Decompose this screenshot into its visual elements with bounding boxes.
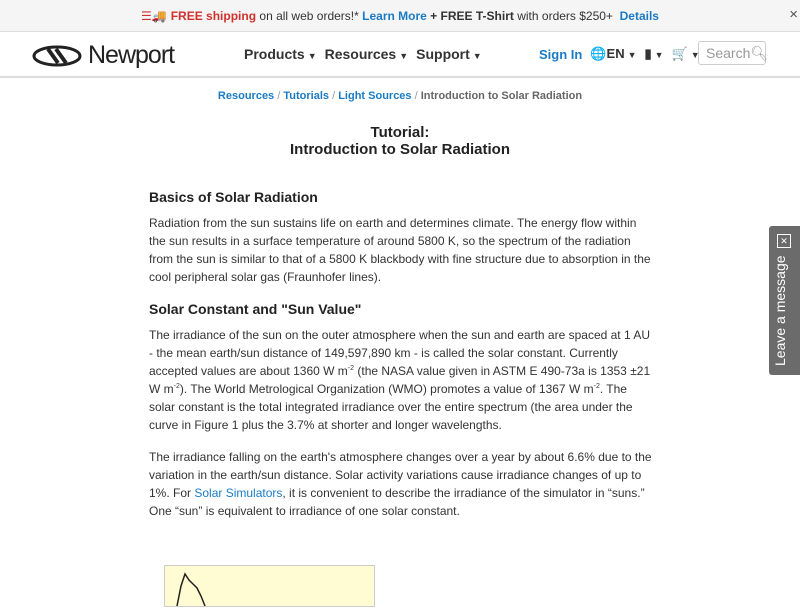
figure-solar-spectrum [164, 565, 375, 607]
leave-message-label: Leave a message [772, 255, 788, 366]
solar-simulators-link[interactable]: Solar Simulators [194, 486, 283, 500]
breadcrumb-light-sources[interactable]: Light Sources [338, 90, 412, 102]
newport-logo[interactable] [32, 41, 174, 70]
promo-text-2: with orders $250+ [517, 8, 613, 23]
details-link[interactable]: Details [619, 8, 659, 23]
globe-icon: 🌐 [590, 46, 607, 61]
breadcrumb: Resources / Tutorials / Light Sources / Introduction to Solar Radiation [217, 90, 583, 102]
cart-menu[interactable]: 🛒 ▼ [671, 46, 700, 61]
menu-resources[interactable]: Resources ▼ [324, 46, 409, 62]
spectrum-curve [165, 566, 374, 606]
free-tshirt-text: FREE T-Shirt [440, 8, 514, 23]
catalog-menu[interactable]: ▮ ▼ [644, 46, 664, 61]
caret-down-icon: ▼ [399, 51, 409, 61]
paragraph: The irradiance falling on the earth's atmosphere changes over a year by about 6.6% due to the variation in the earth/sun distance. Solar activity variations cause irradiance changes of up to 1%. For Solar Simulators, it is convenient to describe the irradiance of the simulator in “suns.” One “sun” is equivalent to irradiance of one solar constant. [149, 450, 652, 518]
logo-text: Newport [88, 41, 175, 69]
breadcrumb-resources[interactable]: Resources [217, 90, 275, 102]
paragraph: The irradiance of the sun on the outer atmosphere when the sun and earth are spaced at 1 AU - the mean earth/sun distance of 149,597,890 km - is called the solar constant. Currently accepted values are about 1360 W $m^{-2}$ (the NASA value given in ASTM E 490-73a is 1353 ±21 W $m^{-2}$). The World Metrological Organization (WMO) promotes a value of 1367 W $m^{-2}$. The solar constant is the total integrated irradiance over the entire spectrum (the area under the curve in Figure 1 plus the 3.7% at shorter and longer wavelengths. [149, 328, 651, 432]
breadcrumb-current: Introduction to Solar Radiation [420, 90, 583, 102]
menu-support[interactable]: Support ▼ [416, 46, 482, 62]
plus: + [430, 8, 438, 23]
close-icon[interactable]: ✕ [777, 234, 791, 248]
breadcrumb-tutorials[interactable]: Tutorials [283, 90, 330, 102]
promo-banner [0, 0, 800, 32]
leave-message-tab[interactable] [769, 226, 800, 375]
caret-down-icon: ▼ [472, 51, 482, 61]
language-select[interactable]: 🌐EN ▼ [590, 46, 637, 61]
search-icon: 🔍︎ [750, 44, 769, 61]
learn-more-link[interactable]: Learn More [362, 8, 427, 23]
close-icon[interactable]: × [789, 6, 798, 23]
cart-icon: 🛒 [671, 46, 688, 61]
logo-mark-icon [32, 45, 82, 67]
free-shipping-text: FREE shipping [170, 8, 257, 23]
article [149, 188, 654, 534]
section-heading: Solar Constant and "Sun Value" [149, 301, 362, 317]
caret-down-icon: ▼ [307, 51, 317, 61]
promo-text: on all web orders!* [259, 8, 359, 23]
section-heading: Basics of Solar Radiation [149, 189, 318, 205]
header-nav [0, 32, 800, 78]
sign-in-link[interactable]: Sign In [539, 46, 583, 62]
paragraph: Radiation from the sun sustains life on earth and determines climate. The energy flow within the sun results in a surface temperature of around 5800 K, so the spectrum of the radiation from the sun is similar to that of a 5800 K blackbody with fine structure due to absorption in the cool peripheral solar gas (Fraunhofer lines). [149, 216, 651, 284]
book-icon: ▮ [644, 46, 652, 61]
truck-icon: ☰🚚 [141, 8, 167, 23]
page-title: Tutorial: Introduction to Solar Radiation [290, 124, 510, 158]
search-input[interactable]: Search 🔍︎ [698, 41, 766, 65]
menu-products[interactable]: Products ▼ [244, 46, 317, 62]
